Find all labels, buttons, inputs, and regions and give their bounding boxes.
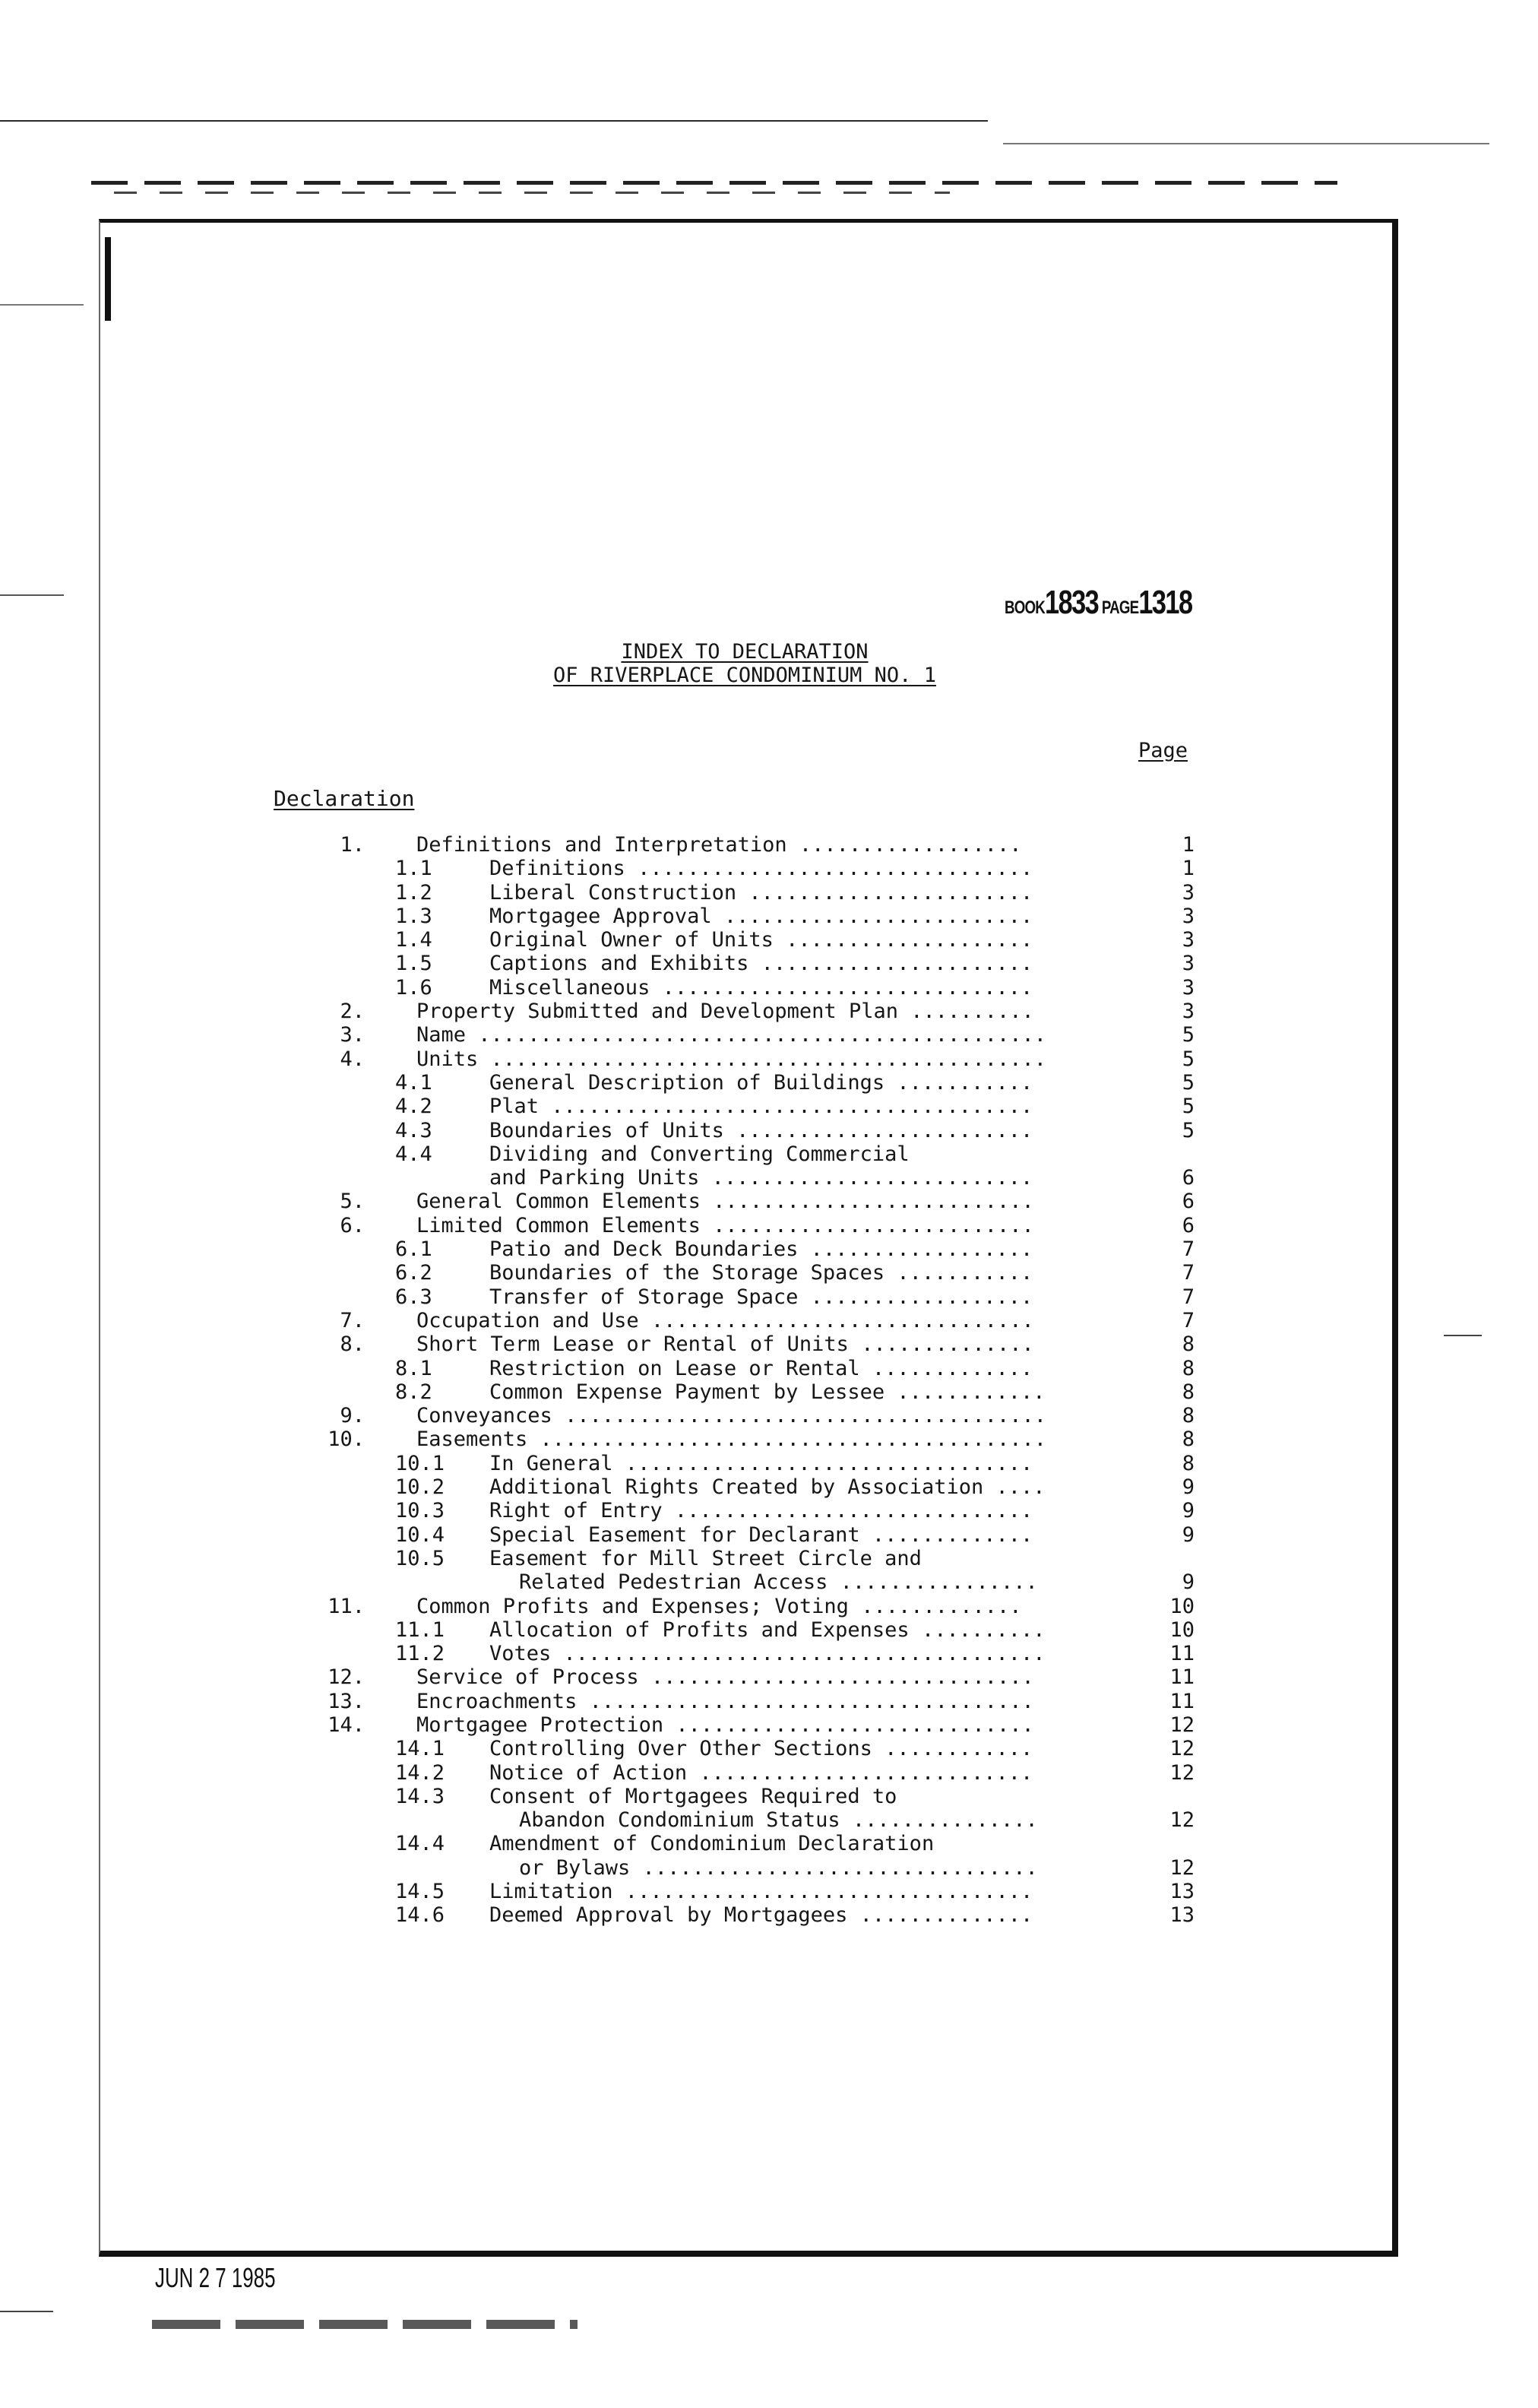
scan-artifact-top-line [0, 120, 988, 122]
toc-entry-number: 10.3 [395, 1499, 445, 1523]
toc-entry-number: 8.2 [395, 1380, 432, 1404]
toc-entry-page: 10 [1169, 1617, 1195, 1642]
toc-entry [0, 1642, 1538, 1665]
toc-entry [0, 1427, 1538, 1451]
toc-entry-title: Units ............................................. [416, 1047, 1047, 1071]
toc-entry-number: 8. [340, 1332, 365, 1357]
toc-entry-page: 3 [1182, 880, 1195, 905]
toc-entry-title: Definitions ................................ [489, 857, 1033, 881]
recording-date-stamp: JUN 2 7 1985 [155, 2262, 276, 2293]
toc-entry-number: 14. [328, 1713, 365, 1737]
toc-entry-title: Votes ....................................... [489, 1642, 1046, 1666]
toc-entry-number: 9. [340, 1404, 365, 1428]
toc-entry-page: 5 [1182, 1095, 1195, 1119]
toc-entry-number: 1.3 [395, 904, 432, 928]
toc-entry-page: 13 [1169, 1880, 1195, 1904]
toc-entry [0, 857, 1538, 880]
toc-entry-number: 4.4 [395, 1142, 432, 1166]
toc-entry [0, 1808, 1538, 1832]
toc-entry [0, 952, 1538, 975]
toc-entry-number: 12. [328, 1665, 365, 1690]
toc-entry-title: Occupation and Use ............................... [416, 1308, 1034, 1332]
toc-entry-number: 1.6 [395, 975, 432, 1000]
toc-entry [0, 1214, 1538, 1237]
toc-entry-title: Easements ......................................... [416, 1427, 1047, 1452]
toc-entry-title: Conveyances ....................................... [416, 1404, 1047, 1428]
toc-entry-number: 14.1 [395, 1737, 445, 1761]
toc-entry-title: Property Submitted and Development Plan .......... [416, 1000, 1034, 1024]
toc-entry-page: 10 [1169, 1594, 1195, 1618]
toc-entry-title: Boundaries of the Storage Spaces ........... [489, 1261, 1033, 1285]
toc-entry-title: and Parking Units .......................... [489, 1166, 1033, 1190]
toc-entry-title: Related Pedestrian Access ................ [519, 1570, 1038, 1595]
toc-entry [0, 1499, 1538, 1522]
toc-entry-number: 13. [328, 1689, 365, 1713]
toc-entry-number: 6.1 [395, 1237, 432, 1262]
toc-entry-page: 6 [1182, 1213, 1195, 1237]
toc-entry [0, 1713, 1538, 1737]
toc-entry-page: 9 [1182, 1499, 1195, 1523]
toc-entry-title: Limited Common Elements .......................... [416, 1213, 1034, 1237]
toc-entry [0, 1285, 1538, 1309]
book-label: BOOK [1005, 597, 1046, 618]
table-of-contents [0, 833, 1538, 1928]
toc-entry-page: 13 [1169, 1903, 1195, 1928]
toc-entry [0, 1785, 1538, 1808]
toc-entry [0, 1357, 1538, 1380]
toc-entry-number: 14.5 [395, 1880, 445, 1904]
toc-entry-number: 7. [340, 1308, 365, 1332]
toc-entry-page: 11 [1169, 1665, 1195, 1690]
toc-entry-number: 6. [340, 1213, 365, 1237]
toc-entry [0, 1832, 1538, 1855]
toc-entry-title: Restriction on Lease or Rental ............. [489, 1356, 1033, 1380]
book-page-reference [1005, 584, 1195, 622]
toc-entry-number: 6.2 [395, 1261, 432, 1285]
toc-entry-title: Additional Rights Created by Association .... [489, 1475, 1046, 1500]
toc-entry [0, 1880, 1538, 1903]
toc-entry [0, 1475, 1538, 1499]
toc-entry-page: 3 [1182, 975, 1195, 1000]
toc-entry-title: Consent of Mortgagees Required to [489, 1784, 897, 1808]
toc-entry-title: Boundaries of Units ........................ [489, 1118, 1033, 1142]
toc-entry-page: 8 [1182, 1451, 1195, 1475]
toc-entry [0, 928, 1538, 952]
toc-entry [0, 1690, 1538, 1713]
title-line-1: INDEX TO DECLARATION [621, 640, 869, 664]
toc-entry-number: 4. [340, 1047, 365, 1071]
toc-entry-number: 1.4 [395, 928, 432, 952]
toc-entry [0, 1595, 1538, 1618]
toc-entry [0, 1309, 1538, 1332]
toc-entry-title: Mortgagee Protection ............................. [416, 1713, 1034, 1737]
toc-entry [0, 1119, 1538, 1142]
page-number: 1318 [1138, 584, 1192, 621]
toc-entry-page: 7 [1182, 1261, 1195, 1285]
toc-entry-page: 12 [1169, 1713, 1195, 1737]
toc-entry [0, 1166, 1538, 1190]
toc-entry-number: 14.6 [395, 1903, 445, 1928]
toc-entry-page: 6 [1182, 1166, 1195, 1190]
toc-entry-page: 12 [1169, 1808, 1195, 1833]
toc-entry [0, 1000, 1538, 1023]
toc-entry [0, 1618, 1538, 1642]
toc-entry-page: 11 [1169, 1689, 1195, 1713]
toc-entry-number: 10.1 [395, 1451, 445, 1475]
toc-entry-title: Encroachments .................................... [416, 1689, 1034, 1713]
toc-entry-number: 3. [340, 1023, 365, 1047]
toc-entry [0, 1523, 1538, 1547]
toc-entry-page: 3 [1182, 904, 1195, 928]
toc-entry-number: 10. [328, 1427, 365, 1452]
toc-entry-title: Right of Entry ............................. [489, 1499, 1033, 1523]
page-column-header: Page [1138, 739, 1188, 762]
toc-entry-number: 11.1 [395, 1617, 445, 1642]
toc-entry-page: 8 [1182, 1427, 1195, 1452]
book-number: 1833 [1045, 584, 1099, 621]
page-label: PAGE [1101, 597, 1139, 618]
toc-entry-title: Liberal Construction ....................... [489, 880, 1033, 905]
toc-entry-page: 8 [1182, 1356, 1195, 1380]
toc-entry-title: Definitions and Interpretation .................. [416, 833, 1022, 857]
toc-entry-title: Notice of Action ........................... [489, 1760, 1033, 1785]
toc-entry-number: 2. [340, 1000, 365, 1024]
scan-artifact-bottom-dashes [152, 2320, 578, 2329]
toc-entry-title: General Common Elements .......................... [416, 1190, 1034, 1214]
toc-entry-title: Limitation ................................. [489, 1880, 1033, 1904]
toc-entry-number: 1.1 [395, 857, 432, 881]
section-heading: Declaration [274, 786, 415, 811]
toc-entry-title: Original Owner of Units .................... [489, 928, 1033, 952]
toc-entry [0, 1047, 1538, 1071]
toc-entry-page: 1 [1182, 833, 1195, 857]
toc-entry-title: Short Term Lease or Rental of Units .............. [416, 1332, 1034, 1357]
scan-artifact-left-mark-2 [0, 304, 84, 306]
toc-entry-page: 11 [1169, 1642, 1195, 1666]
toc-entry-title: Abandon Condominium Status ............... [519, 1808, 1038, 1833]
scan-artifact-bottom-left [0, 2311, 53, 2312]
toc-entry-page: 9 [1182, 1570, 1195, 1595]
toc-entry-title: Patio and Deck Boundaries .................. [489, 1237, 1033, 1262]
toc-entry-title: General Description of Buildings ........... [489, 1070, 1033, 1095]
toc-entry-title: Mortgagee Approval ......................... [489, 904, 1033, 928]
toc-entry-title: Allocation of Profits and Expenses .......... [489, 1617, 1046, 1642]
toc-entry-title: Deemed Approval by Mortgagees .............. [489, 1903, 1033, 1928]
toc-entry [0, 1071, 1538, 1095]
toc-entry-page: 9 [1182, 1522, 1195, 1547]
toc-entry-number: 5. [340, 1190, 365, 1214]
toc-entry-page: 12 [1169, 1737, 1195, 1761]
toc-entry [0, 1761, 1538, 1785]
toc-entry-title: In General ................................. [489, 1451, 1033, 1475]
toc-entry-number: 1.5 [395, 952, 432, 976]
toc-entry-title: or Bylaws ................................ [519, 1855, 1038, 1880]
toc-entry [0, 1856, 1538, 1880]
toc-entry-page: 3 [1182, 928, 1195, 952]
toc-entry-number: 11.2 [395, 1642, 445, 1666]
toc-entry-title: Captions and Exhibits ...................... [489, 952, 1033, 976]
toc-entry [0, 1570, 1538, 1594]
toc-entry-page: 5 [1182, 1070, 1195, 1095]
toc-entry-title: Transfer of Storage Space .................. [489, 1285, 1033, 1309]
toc-entry-page: 7 [1182, 1285, 1195, 1309]
toc-entry-page: 5 [1182, 1118, 1195, 1142]
toc-entry-number: 8.1 [395, 1356, 432, 1380]
toc-entry-title: Common Expense Payment by Lessee ............ [489, 1380, 1046, 1404]
toc-entry-title: Controlling Over Other Sections ............ [489, 1737, 1033, 1761]
toc-entry-title: Common Profits and Expenses; Voting ............. [416, 1594, 1022, 1618]
toc-entry-page: 12 [1169, 1855, 1195, 1880]
toc-entry [0, 905, 1538, 928]
toc-entry [0, 1380, 1538, 1404]
toc-entry [0, 1452, 1538, 1475]
toc-entry-page: 3 [1182, 952, 1195, 976]
toc-entry-page: 7 [1182, 1237, 1195, 1262]
toc-entry [0, 881, 1538, 905]
toc-entry-title: Amendment of Condominium Declaration [489, 1832, 935, 1856]
toc-entry-title: Special Easement for Declarant ............. [489, 1522, 1033, 1547]
toc-entry [0, 1903, 1538, 1927]
toc-entry-title: Dividing and Converting Commercial [489, 1142, 910, 1166]
toc-entry-number: 11. [328, 1594, 365, 1618]
toc-entry-page: 5 [1182, 1047, 1195, 1071]
title-line-2: OF RIVERPLACE CONDOMINIUM NO. 1 [553, 664, 936, 687]
toc-entry-number: 4.1 [395, 1070, 432, 1095]
toc-entry-page: 3 [1182, 1000, 1195, 1024]
scan-artifact-dashes [91, 181, 1337, 185]
scan-artifact-dashes-2 [114, 192, 950, 194]
toc-entry-page: 5 [1182, 1023, 1195, 1047]
toc-entry-number: 10.5 [395, 1546, 445, 1570]
toc-entry-title: Miscellaneous .............................. [489, 975, 1033, 1000]
toc-entry-page: 9 [1182, 1475, 1195, 1500]
toc-entry-number: 14.3 [395, 1784, 445, 1808]
scan-artifact-left-mark [0, 594, 64, 596]
toc-entry [0, 1547, 1538, 1570]
toc-entry [0, 1332, 1538, 1356]
toc-entry [0, 1261, 1538, 1285]
toc-entry-title: Name .............................................. [416, 1023, 1047, 1047]
toc-entry-page: 6 [1182, 1190, 1195, 1214]
toc-entry-page: 8 [1182, 1332, 1195, 1357]
toc-entry-page: 8 [1182, 1380, 1195, 1404]
toc-entry-number: 4.2 [395, 1095, 432, 1119]
toc-entry-page: 7 [1182, 1308, 1195, 1332]
toc-entry [0, 1404, 1538, 1427]
scan-artifact-top-line-2 [1003, 143, 1489, 144]
toc-entry-number: 10.2 [395, 1475, 445, 1500]
toc-entry-number: 1.2 [395, 880, 432, 905]
toc-entry [0, 1095, 1538, 1118]
toc-entry-page: 12 [1169, 1760, 1195, 1785]
toc-entry-title: Easement for Mill Street Circle and [489, 1546, 922, 1570]
toc-entry-page: 8 [1182, 1404, 1195, 1428]
toc-entry-number: 14.2 [395, 1760, 445, 1785]
toc-entry-number: 1. [340, 833, 365, 857]
toc-entry [0, 833, 1538, 857]
toc-entry-title: Plat ....................................... [489, 1095, 1033, 1119]
toc-entry [0, 1665, 1538, 1689]
toc-entry [0, 976, 1538, 1000]
toc-entry-number: 4.3 [395, 1118, 432, 1142]
toc-entry [0, 1190, 1538, 1213]
toc-entry-number: 6.3 [395, 1285, 432, 1309]
toc-entry-title: Service of Process ............................... [416, 1665, 1034, 1690]
toc-entry [0, 1023, 1538, 1047]
toc-entry-number: 14.4 [395, 1832, 445, 1856]
toc-entry [0, 1737, 1538, 1760]
toc-entry [0, 1237, 1538, 1261]
toc-entry [0, 1142, 1538, 1166]
toc-entry-page: 1 [1182, 857, 1195, 881]
toc-entry-number: 10.4 [395, 1522, 445, 1547]
